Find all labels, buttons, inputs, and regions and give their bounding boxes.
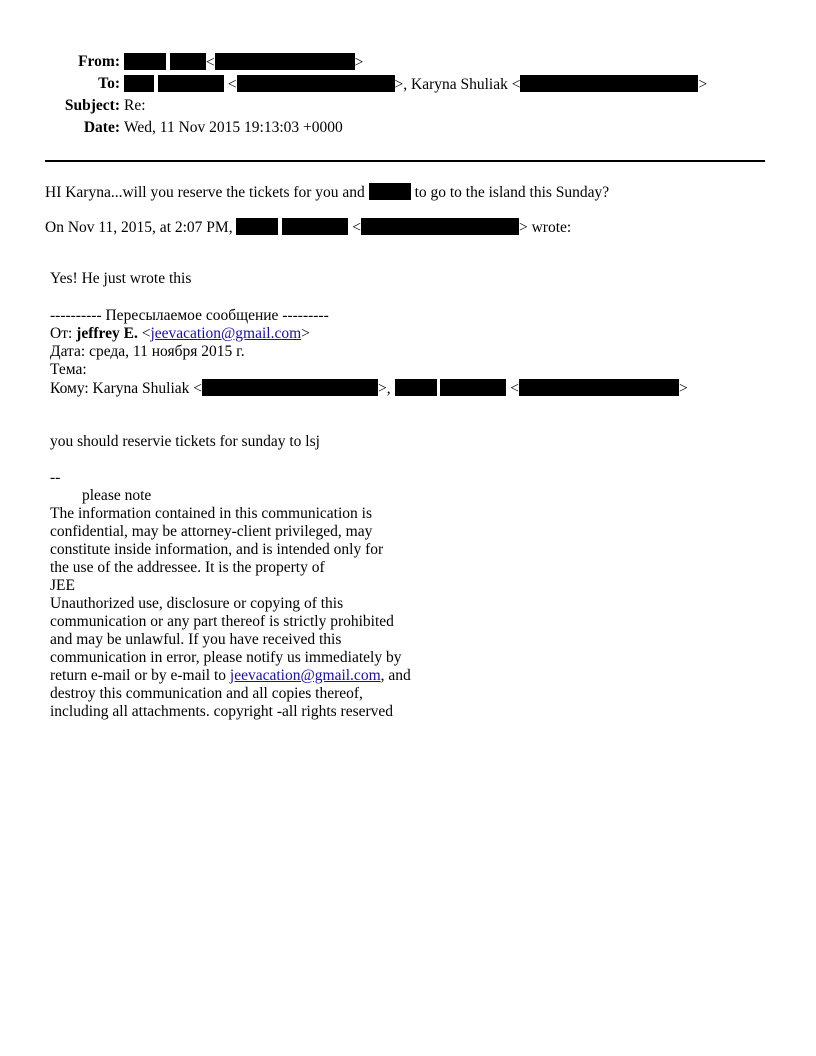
date-label: Date: <box>83 119 120 136</box>
to-label: To: <box>98 75 120 92</box>
signature-note: please note <box>82 487 152 504</box>
to-value: < >, Karyna Shuliak < > <box>124 75 707 94</box>
date-value: Wed, 11 Nov 2015 19:13:03 +0000 <box>124 119 343 136</box>
from-value: < > <box>124 53 363 72</box>
disclaimer-line: including all attachments. copyright -all rights reserved <box>50 703 394 720</box>
forward-subject: Тема: <box>50 361 87 378</box>
disclaimer-line: JEE <box>50 577 75 594</box>
redaction-block <box>237 75 395 92</box>
redaction-block <box>369 183 411 200</box>
disclaimer-line: return e-mail or by e-mail to jeevacation@gmail.com, and <box>50 667 411 684</box>
forward-date: Дата: среда, 11 ноября 2015 г. <box>50 343 245 360</box>
redaction-block <box>202 379 378 396</box>
redaction-block <box>440 379 506 396</box>
disclaimer-line: the use of the addressee. It is the property of <box>50 559 325 576</box>
disclaimer <box>50 505 411 721</box>
redaction-block <box>361 218 519 235</box>
email-link[interactable]: jeevacation@gmail.com <box>229 667 381 684</box>
disclaimer-line: communication or any part thereof is strictly prohibited <box>50 613 394 630</box>
forward-to: Кому: Karyna Shuliak < >, < > <box>50 380 688 397</box>
redaction-block <box>282 218 348 235</box>
reply-line: HI Karyna...will you reserve the tickets for you and to go to the island this Sunday? <box>45 184 610 201</box>
forward-header: ---------- Пересылаемое сообщение --------- <box>50 307 329 324</box>
redaction-block <box>236 218 278 235</box>
redaction-block <box>395 379 437 396</box>
from-label: From: <box>78 53 120 70</box>
disclaimer-line: and may be unlawful. If you have received this <box>50 631 342 648</box>
redaction-block <box>124 75 154 92</box>
to-name: Karyna Shuliak <box>411 76 508 93</box>
header-divider <box>45 160 765 162</box>
quoted-reply: Yes! He just wrote this <box>50 270 192 287</box>
redaction-block <box>158 75 224 92</box>
quote-intro: On Nov 11, 2015, at 2:07 PM, < > wrote: <box>45 219 572 236</box>
forwarded-message: you should reservie tickets for sunday to lsj <box>50 433 320 450</box>
disclaimer-line: confidential, may be attorney-client privileged, may <box>50 523 373 540</box>
signature-dash: -- <box>50 469 61 486</box>
subject-value: Re: <box>124 97 146 114</box>
redaction-block <box>124 53 166 70</box>
redaction-block <box>520 75 698 92</box>
disclaimer-line: destroy this communication and all copies thereof, <box>50 685 363 702</box>
disclaimer-line: constitute inside information, and is intended only for <box>50 541 384 558</box>
subject-label: Subject: <box>64 97 120 114</box>
disclaimer-line: The information contained in this communication is <box>50 505 372 522</box>
email-link[interactable]: jeevacation@gmail.com <box>150 325 302 342</box>
redaction-block <box>215 53 355 70</box>
redaction-block <box>519 379 679 396</box>
forward-from: От: jeffrey E. <jeevacation@gmail.com> <box>50 325 310 342</box>
disclaimer-line: Unauthorized use, disclosure or copying of this <box>50 595 344 612</box>
redaction-block <box>170 53 206 70</box>
disclaimer-line: communication in error, please notify us immediately by <box>50 649 402 666</box>
